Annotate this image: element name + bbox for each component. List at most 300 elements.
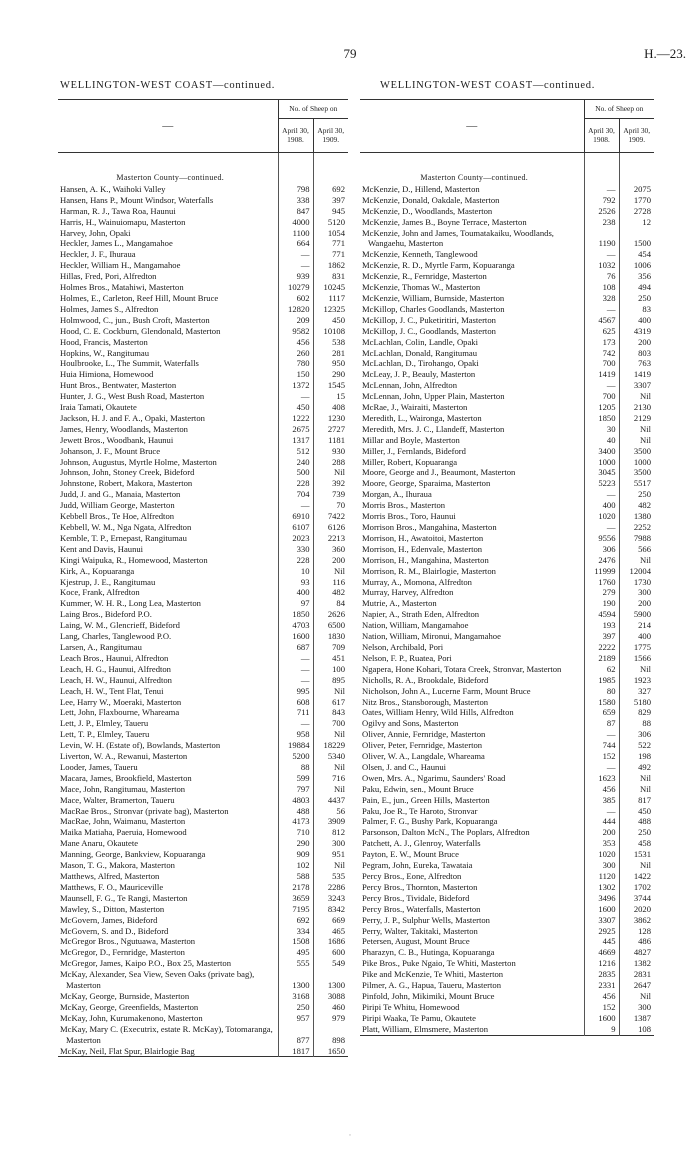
sheep-1909: 3862 — [633, 914, 652, 925]
sheep-1908: 704 — [278, 489, 313, 500]
sheep-1908: 445 — [584, 936, 619, 947]
left-sheep-group-header: No. of Sheep on — [278, 100, 348, 119]
table-row — [58, 206, 348, 217]
sheep-1908: 30 — [584, 424, 619, 435]
sheep-1908: 3168 — [278, 991, 313, 1002]
owner-name: Payton, E. W., Mount Bruce — [360, 849, 584, 860]
sheep-1908: 4703 — [278, 620, 313, 631]
table-row — [360, 206, 654, 217]
owner-name: Murray, A., Momona, Alfredton — [360, 577, 584, 588]
sheep-1908: 400 — [584, 500, 619, 511]
owner-name: Patchett, A. J., Glenroy, Waterfalls — [360, 838, 584, 849]
sheep-1908: — — [278, 260, 313, 271]
owner-name: Nelson, Archibald, Pori — [360, 642, 584, 653]
sheep-1909: 617 — [332, 696, 346, 707]
sheep-1908: 200 — [584, 827, 619, 838]
sheep-1909: 6500 — [327, 620, 346, 631]
table-row — [58, 1024, 348, 1046]
table-row — [58, 816, 348, 827]
sheep-1909: 3500 — [633, 445, 652, 456]
table-row — [360, 282, 654, 293]
owner-name: Oliver, Annie, Fernridge, Masterton — [360, 729, 584, 740]
sheep-1908: 909 — [278, 849, 313, 860]
sheep-1909: 12 — [642, 216, 652, 227]
sheep-1908: 1372 — [278, 380, 313, 391]
sheep-1909: 392 — [332, 478, 346, 489]
table-row — [360, 762, 654, 773]
sheep-1908: — — [584, 806, 619, 817]
owner-name: Lang, Charles, Tanglewood P.O. — [58, 631, 278, 642]
table-row — [58, 620, 348, 631]
sheep-1909: 5517 — [633, 478, 652, 489]
owner-name: Hansen, Hans P., Mount Windsor, Waterfalls — [58, 195, 278, 206]
sheep-1909: 817 — [638, 794, 652, 805]
sheep-1908: — — [584, 380, 619, 391]
sheep-1909: 1566 — [633, 652, 652, 663]
owner-name: Jewett Bros., Woodbank, Haunui — [58, 435, 278, 446]
sheep-1909: 979 — [332, 1012, 346, 1023]
sheep-1908: 742 — [584, 348, 619, 359]
sheep-1909: 1382 — [633, 958, 652, 969]
sheep-1908: 3659 — [278, 893, 313, 904]
sheep-1909: 200 — [638, 598, 652, 609]
owner-name: Leach, H. G., Haunui, Alfredton — [58, 664, 278, 675]
owner-name: McKenzie, Kenneth, Tanglewood — [360, 249, 584, 260]
owner-name: McKenzie, William, Burnside, Masterton — [360, 293, 584, 304]
sheep-1909: 200 — [332, 554, 346, 565]
sheep-1908: 1032 — [584, 260, 619, 271]
table-row — [360, 860, 654, 871]
sheep-1909: 2252 — [633, 522, 652, 532]
sheep-1908: 711 — [278, 707, 313, 718]
owner-name: McKillop, Charles Goodlands, Masterton — [360, 304, 584, 315]
owner-name: Judd, William George, Masterton — [58, 500, 278, 511]
sheep-1909: 3088 — [327, 990, 346, 1001]
sheep-1908: — — [278, 391, 313, 402]
owner-name: Pharazyn, C. B., Hutinga, Kopuaranga — [360, 947, 584, 958]
sheep-1908: 2925 — [584, 926, 619, 937]
sheep-1908: 1222 — [278, 413, 313, 424]
table-row — [58, 751, 348, 762]
sheep-1909: 3744 — [633, 892, 652, 903]
sheep-1909: 951 — [332, 849, 346, 860]
table-row — [58, 446, 348, 457]
owner-name: Leach, H. W., Haunui, Alfredton — [58, 675, 278, 686]
table-row — [58, 522, 348, 533]
right-year-1908-header: April 30, 1908. — [584, 119, 619, 153]
sheep-1908: 2189 — [584, 653, 619, 664]
sheep-1908: — — [278, 675, 313, 686]
table-row — [58, 893, 348, 904]
sheep-1909: 2647 — [633, 980, 652, 991]
sheep-1908: 957 — [278, 1013, 313, 1024]
sheep-1909: 549 — [332, 958, 346, 969]
sheep-1908: — — [584, 762, 619, 773]
sheep-1909: 716 — [332, 772, 346, 783]
table-row — [360, 587, 654, 598]
table-row — [58, 358, 348, 369]
sheep-1908: 88 — [278, 762, 313, 773]
sheep-1909: Nil — [640, 554, 652, 565]
owner-name: Hopkins, W., Rangitumau — [58, 348, 278, 359]
sheep-1909: 3500 — [633, 467, 652, 478]
table-row — [360, 904, 654, 915]
sheep-1908: 1020 — [584, 511, 619, 522]
sheep-1909: Nil — [334, 860, 346, 871]
right-name-header: — — [360, 100, 584, 153]
sheep-1909: 898 — [332, 1034, 346, 1045]
sheep-1909: 84 — [336, 598, 346, 609]
sheep-1908: 692 — [278, 915, 313, 926]
sheep-1909: 945 — [332, 205, 346, 216]
sheep-1909: 116 — [332, 576, 346, 587]
sheep-1908: 1419 — [584, 369, 619, 380]
owner-name: McKay, Mary C. (Executrix, estate R. McKay), Totomaranga, Masterton — [58, 1024, 278, 1046]
owner-name: Leach Bros., Haunui, Alfredton — [58, 653, 278, 664]
table-row — [360, 947, 654, 958]
right-year-1909-header: April 30, 1909. — [619, 119, 654, 153]
sheep-1908: 1020 — [584, 849, 619, 860]
owner-name: Oliver, W. A., Langdale, Whareama — [360, 751, 584, 762]
table-row — [360, 1024, 654, 1035]
owner-name: McLachlan, Donald, Rangitumau — [360, 348, 584, 359]
sheep-1909: 522 — [638, 740, 652, 751]
sheep-1909: 1117 — [328, 292, 346, 303]
table-row — [360, 1002, 654, 1013]
owner-name: Laing, W. M., Glencrieff, Bideford — [58, 620, 278, 631]
owner-name: McGregor Bros., Ngutuawa, Masterton — [58, 936, 278, 947]
owner-name: Jackson, H. J. and F. A., Opaki, Masterton — [58, 413, 278, 424]
table-row — [360, 358, 654, 369]
table-row — [58, 304, 348, 315]
owner-name: Morrison, H., Awatoitoi, Masterton — [360, 533, 584, 544]
table-row — [58, 598, 348, 609]
table-row — [58, 326, 348, 337]
owner-name: Matthews, Alfred, Masterton — [58, 871, 278, 882]
page-footer-mark: · — [348, 1130, 352, 1140]
sheep-1908: 456 — [278, 337, 313, 348]
table-row — [58, 904, 348, 915]
sheep-1908: 1850 — [584, 413, 619, 424]
sheep-1908: 877 — [278, 1024, 313, 1046]
table-row — [360, 478, 654, 489]
sheep-1909: 492 — [638, 761, 652, 772]
owner-name: Murray, Harvey, Alfredton — [360, 587, 584, 598]
sheep-1909: 2831 — [633, 969, 652, 980]
owner-name: Holmes, James S., Alfredton — [58, 304, 278, 315]
sheep-1908: — — [584, 729, 619, 740]
table-row — [360, 555, 654, 566]
sheep-1909: 2213 — [327, 532, 346, 543]
owner-name: McKenzie, R. D., Myrtle Farm, Kopuaranga — [360, 260, 584, 271]
table-row — [58, 533, 348, 544]
table-row — [58, 806, 348, 817]
owner-name: Morrison, R. M., Blairlogie, Masterton — [360, 566, 584, 577]
left-section-title: WELLINGTON-WEST COAST—continued. — [60, 80, 276, 91]
sheep-1909: Nil — [640, 860, 652, 871]
sheep-1909: Nil — [334, 729, 346, 740]
owner-name: McKenzie, D., Woodlands, Masterton — [360, 206, 584, 217]
table-row — [58, 1046, 348, 1057]
sheep-1908: 152 — [584, 1002, 619, 1013]
owner-name: McLeay, J. P., Beauly, Masterton — [360, 369, 584, 380]
sheep-1909: 70 — [336, 500, 346, 511]
sheep-1908: 353 — [584, 838, 619, 849]
table-row — [360, 544, 654, 555]
owner-name: Lee, Harry W., Moeraki, Masterton — [58, 697, 278, 708]
owner-name: Nation, William, Mangamahoe — [360, 620, 584, 631]
table-row — [360, 413, 654, 424]
sheep-1908: 710 — [278, 827, 313, 838]
table-row — [58, 249, 348, 260]
sheep-1908: 608 — [278, 697, 313, 708]
owner-name: McGregor, James, Kaipo P.O., Box 25, Masterton — [58, 958, 278, 969]
table-row — [360, 424, 654, 435]
sheep-1908: 93 — [278, 577, 313, 588]
sheep-1909: 56 — [336, 805, 346, 816]
table-row — [360, 315, 654, 326]
sheep-1909: 763 — [638, 358, 652, 369]
owner-name: Perry, J. P., Sulphur Wells, Masterton — [360, 915, 584, 926]
table-row — [360, 1013, 654, 1024]
sheep-1909: 2626 — [327, 609, 346, 620]
table-row — [58, 827, 348, 838]
sheep-1909: Nil — [334, 565, 346, 576]
table-row — [360, 402, 654, 413]
table-row — [58, 871, 348, 882]
table-row — [360, 773, 654, 784]
sheep-1908: 1600 — [584, 1013, 619, 1024]
sheep-1908: 2178 — [278, 882, 313, 893]
table-row — [360, 664, 654, 675]
sheep-1908: 4803 — [278, 795, 313, 806]
owner-name: Meredith, L., Waironga, Masterton — [360, 413, 584, 424]
sheep-1908: 847 — [278, 206, 313, 217]
sheep-1908: 488 — [278, 806, 313, 817]
table-row — [360, 446, 654, 457]
sheep-1909: 250 — [638, 489, 652, 500]
owner-name: Heckler, J. F., Ihuraua — [58, 249, 278, 260]
owner-name: Maunsell, F. G., Te Rangi, Masterton — [58, 893, 278, 904]
sheep-1908: 397 — [584, 631, 619, 642]
owner-name: McGregor, D., Fernridge, Masterton — [58, 947, 278, 958]
sheep-1908: 2526 — [584, 206, 619, 217]
owner-name: Nicholls, R. A., Brookdale, Bideford — [360, 675, 584, 686]
sheep-1909: 2130 — [633, 402, 652, 413]
sheep-1908: 1120 — [584, 871, 619, 882]
table-row — [58, 784, 348, 795]
sheep-1909: 250 — [638, 292, 652, 303]
owner-name: Morrison, H., Edenvale, Masterton — [360, 544, 584, 555]
sheep-1908: 87 — [584, 718, 619, 729]
sheep-1908: — — [584, 489, 619, 500]
sheep-1908: 1300 — [278, 969, 313, 991]
owner-name: Hood, C. E. Cockburn, Glendonald, Masterton — [58, 326, 278, 337]
table-row — [360, 849, 654, 860]
table-row — [360, 380, 654, 391]
sheep-1909: 6126 — [327, 522, 346, 532]
sheep-1909: 1923 — [633, 674, 652, 685]
owner-name: Kebbell Bros., Te Hoe, Alfredton — [58, 511, 278, 522]
owner-name: Percy Bros., Tividale, Bideford — [360, 893, 584, 904]
sheep-1909: 10108 — [323, 325, 346, 336]
table-row — [360, 838, 654, 849]
table-row — [58, 795, 348, 806]
sheep-1908: 500 — [278, 467, 313, 478]
owner-name: Hunter, J. G., West Bush Road, Masterton — [58, 391, 278, 402]
table-row — [58, 217, 348, 228]
sheep-1909: 771 — [332, 249, 346, 260]
table-row — [360, 195, 654, 206]
table-row — [58, 969, 348, 991]
page-number: 79 — [343, 46, 357, 61]
sheep-1909: 2728 — [633, 205, 652, 216]
table-row — [58, 947, 348, 958]
sheep-1908: 338 — [278, 195, 313, 206]
owner-name: McKenzie, John and James, Toumatakaiku, Woodlands, Wangaehu, Masterton — [360, 228, 584, 250]
owner-name: Harris, H., Wainuiomapu, Masterton — [58, 217, 278, 228]
sheep-1909: 12325 — [323, 303, 346, 314]
sheep-1908: 602 — [278, 293, 313, 304]
sheep-1909: 692 — [332, 183, 346, 194]
table-row — [360, 304, 654, 315]
sheep-1909: 1686 — [327, 936, 346, 947]
table-row — [58, 773, 348, 784]
owner-name: Paku, Edwin, sen., Mount Bruce — [360, 784, 584, 795]
sheep-1909: 1650 — [327, 1045, 346, 1056]
right-column — [360, 99, 654, 1036]
sheep-1908: 10279 — [278, 282, 313, 293]
owner-name: Holmes Bros., Matahiwi, Masterton — [58, 282, 278, 293]
sheep-1908: 6910 — [278, 511, 313, 522]
sheep-1909: 1500 — [633, 238, 652, 249]
sheep-1908: 687 — [278, 642, 313, 653]
sheep-1908: 1580 — [584, 697, 619, 708]
table-row — [58, 729, 348, 740]
sheep-1908: 744 — [584, 740, 619, 751]
table-row — [58, 500, 348, 511]
sheep-1909: 829 — [638, 707, 652, 718]
owner-name: Napier, A., Strath Eden, Alfredton — [360, 609, 584, 620]
sheep-1908: 1100 — [278, 228, 313, 239]
owner-name: Houlbrooke, L., The Summit, Waterfalls — [58, 358, 278, 369]
table-row — [58, 762, 348, 773]
sheep-1909: 214 — [638, 620, 652, 631]
owner-name: Harvey, John, Opaki — [58, 228, 278, 239]
owner-name: Harman, R. J., Tawa Roa, Haunui — [58, 206, 278, 217]
owner-name: Pike Bros., Puke Ngaio, Te Whiti, Masterton — [360, 958, 584, 969]
owner-name: Mane Anaru, Okautete — [58, 838, 278, 849]
owner-name: Hunt Bros., Bentwater, Masterton — [58, 380, 278, 391]
sheep-1909: 566 — [638, 543, 652, 554]
sheep-1908: 5223 — [584, 478, 619, 489]
owner-name: Oliver, Peter, Fernridge, Masterton — [360, 740, 584, 751]
sheep-1909: 1830 — [327, 631, 346, 642]
left-column — [58, 99, 348, 1057]
owner-name: Judd, J. and G., Manaia, Masterton — [58, 489, 278, 500]
sheep-1908: 1000 — [584, 457, 619, 468]
table-row — [58, 675, 348, 686]
sheep-1909: Nil — [640, 990, 652, 1001]
owner-name: McKay, John, Kurumakenono, Masterton — [58, 1013, 278, 1024]
sheep-1909: 3909 — [327, 816, 346, 827]
table-row — [58, 478, 348, 489]
sheep-1909: 128 — [638, 925, 652, 936]
sheep-1909: 803 — [638, 347, 652, 358]
table-row — [58, 391, 348, 402]
owner-name: Morgan, A., Ihuraua — [360, 489, 584, 500]
sheep-1908: 1985 — [584, 675, 619, 686]
sheep-1909: 100 — [332, 663, 346, 674]
table-row — [360, 489, 654, 500]
table-row — [58, 467, 348, 478]
owner-name: McKay, Neil, Flat Spur, Blairlogie Bag — [58, 1046, 278, 1057]
sheep-1909: 88 — [642, 718, 652, 729]
owner-name: Johnson, Augustus, Myrtle Holme, Masterton — [58, 457, 278, 468]
table-row — [58, 228, 348, 239]
sheep-1908: 260 — [278, 348, 313, 359]
sheep-1909: 3243 — [327, 892, 346, 903]
table-row — [58, 697, 348, 708]
sheep-1909: 7988 — [633, 532, 652, 543]
owner-name: Miller, J., Fernlands, Bideford — [360, 446, 584, 457]
sheep-1908: 3307 — [584, 915, 619, 926]
sheep-1908: 659 — [584, 707, 619, 718]
table-row — [360, 348, 654, 359]
report-code: H.—23. — [644, 46, 686, 61]
left-year-1908-header: April 30, 1908. — [278, 119, 313, 153]
table-row — [58, 413, 348, 424]
owner-name: Meredith, Mrs. J. C., Llandeff, Masterton — [360, 424, 584, 435]
table-row — [360, 577, 654, 588]
sheep-1908: 250 — [278, 1002, 313, 1013]
sheep-1909: 400 — [638, 631, 652, 642]
table-row — [360, 249, 654, 260]
sheep-1909: 450 — [332, 314, 346, 325]
owner-name: McLennan, John, Alfredton — [360, 380, 584, 391]
sheep-1908: 1850 — [278, 609, 313, 620]
sheep-1908: 798 — [278, 184, 313, 195]
sheep-1908: 555 — [278, 958, 313, 969]
sheep-1908: 3045 — [584, 467, 619, 478]
table-row — [360, 740, 654, 751]
owner-name: Parsonson, Dalton McN., The Poplars, Alfredton — [360, 827, 584, 838]
table-row — [58, 642, 348, 653]
table-row — [58, 577, 348, 588]
sheep-1909: 669 — [332, 914, 346, 925]
sheep-1909: 535 — [332, 871, 346, 881]
owner-name: Nelson, F. P., Ruatea, Pori — [360, 653, 584, 664]
sheep-1908: — — [278, 664, 313, 675]
sheep-1909: Nil — [640, 391, 652, 402]
sheep-1908: 4173 — [278, 816, 313, 827]
sheep-1908: 6107 — [278, 522, 313, 533]
sheep-1908: 238 — [584, 217, 619, 228]
sheep-1908: 599 — [278, 773, 313, 784]
sheep-1908: 512 — [278, 446, 313, 457]
table-row — [360, 915, 654, 926]
sheep-1909: 18229 — [323, 740, 346, 751]
table-row — [58, 184, 348, 195]
sheep-1908: 495 — [278, 947, 313, 958]
sheep-1909: 300 — [332, 838, 346, 849]
right-section-title: WELLINGTON-WEST COAST—continued. — [380, 80, 596, 91]
sheep-1909: 482 — [332, 587, 346, 598]
table-row — [360, 675, 654, 686]
table-row — [360, 467, 654, 478]
sheep-1909: 1862 — [327, 260, 346, 271]
sheep-1909: 200 — [638, 336, 652, 347]
